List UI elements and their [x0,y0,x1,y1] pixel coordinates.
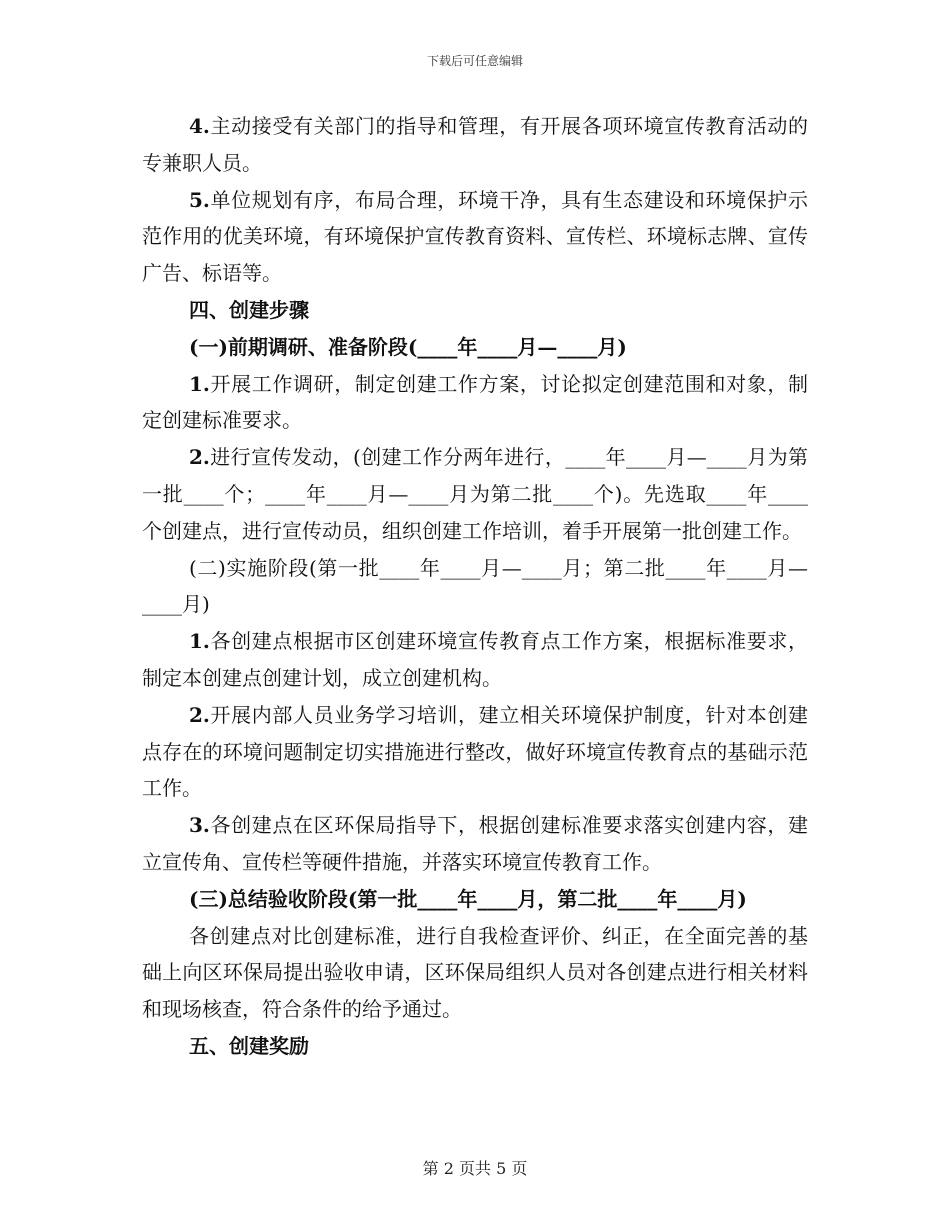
paragraph-impl-3 [142,807,808,881]
subsection-heading-acceptance: (三)总结验收阶段(第一批____年____月，第二批____年____月) [189,886,747,911]
paragraph-text: 单位规划有序，布局合理，环境干净，具有生态建设和环境保护示范作用的优美环境，有环境保护宣传教育资料、宣传栏、环境标志牌、宣传广告、标语等。 [142,187,808,286]
paragraph-text: 主动接受有关部门的指导和管理，有开展各项环境宣传教育活动的专兼职人员。 [142,114,808,175]
document-body [142,108,808,1065]
item-number: 5. [189,187,210,212]
paragraph-acceptance: 各创建点对比创建标准，进行自我检查评价、纠正，在全面完善的基础上向区环保局提出验收申请，区环保局组织人员对各创建点进行相关材料和现场核查，符合条件的给予通过。 [142,923,808,1022]
item-number: 1. [189,629,210,654]
paragraph-item-5 [142,182,808,292]
section-heading-steps: 四、创建步骤 [189,297,309,322]
subsection-heading-research: (一)前期调研、准备阶段(____年____月—____月) [189,334,627,359]
section-heading-rewards: 五、创建奖励 [189,1033,309,1058]
paragraph-impl-2 [142,697,808,807]
paragraph-item-4 [142,108,808,182]
item-number: 2. [189,702,210,727]
paragraph-step-1 [142,366,808,440]
subsection-heading-implementation: (二)实施阶段(第一批____年____月—____月；第二批____年____月—____月) [142,555,808,617]
page-footer: 第 2 页共 5 页 [422,1159,528,1178]
paragraph-impl-1 [142,623,808,697]
page-header: 下载后可任意编辑 [426,54,523,68]
item-number: 4. [189,114,210,138]
paragraph-text: 进行宣传发动，(创建工作分两年进行，____年____月—____月为第一批____个；____年____月—____月为第二批____个)。先选取____年____个创建点，进行宣传动员，组织创建工作培训，着手开展第一批创建工作。 [142,445,808,543]
paragraph-text: 各创建点在区环保局指导下，根据创建标准要求落实创建内容，建立宣传角、宣传栏等硬件措施，并落实环境宣传教育工作。 [142,813,808,874]
item-number: 3. [189,813,210,838]
paragraph-text: 各创建点根据市区创建环境宣传教育点工作方案，根据标准要求，制定本创建点创建计划，成立创建机构。 [142,629,808,690]
item-number: 1. [189,371,210,396]
item-number: 2. [189,445,210,470]
paragraph-text: 开展内部人员业务学习培训，建立相关环境保护制度，针对本创建点存在的环境问题制定切实措施进行整改，做好环境宣传教育点的基础示范工作。 [142,702,808,801]
paragraph-text: 开展工作调研，制定创建工作方案，讨论拟定创建范围和对象，制定创建标准要求。 [142,371,808,433]
paragraph-step-2 [142,439,808,549]
